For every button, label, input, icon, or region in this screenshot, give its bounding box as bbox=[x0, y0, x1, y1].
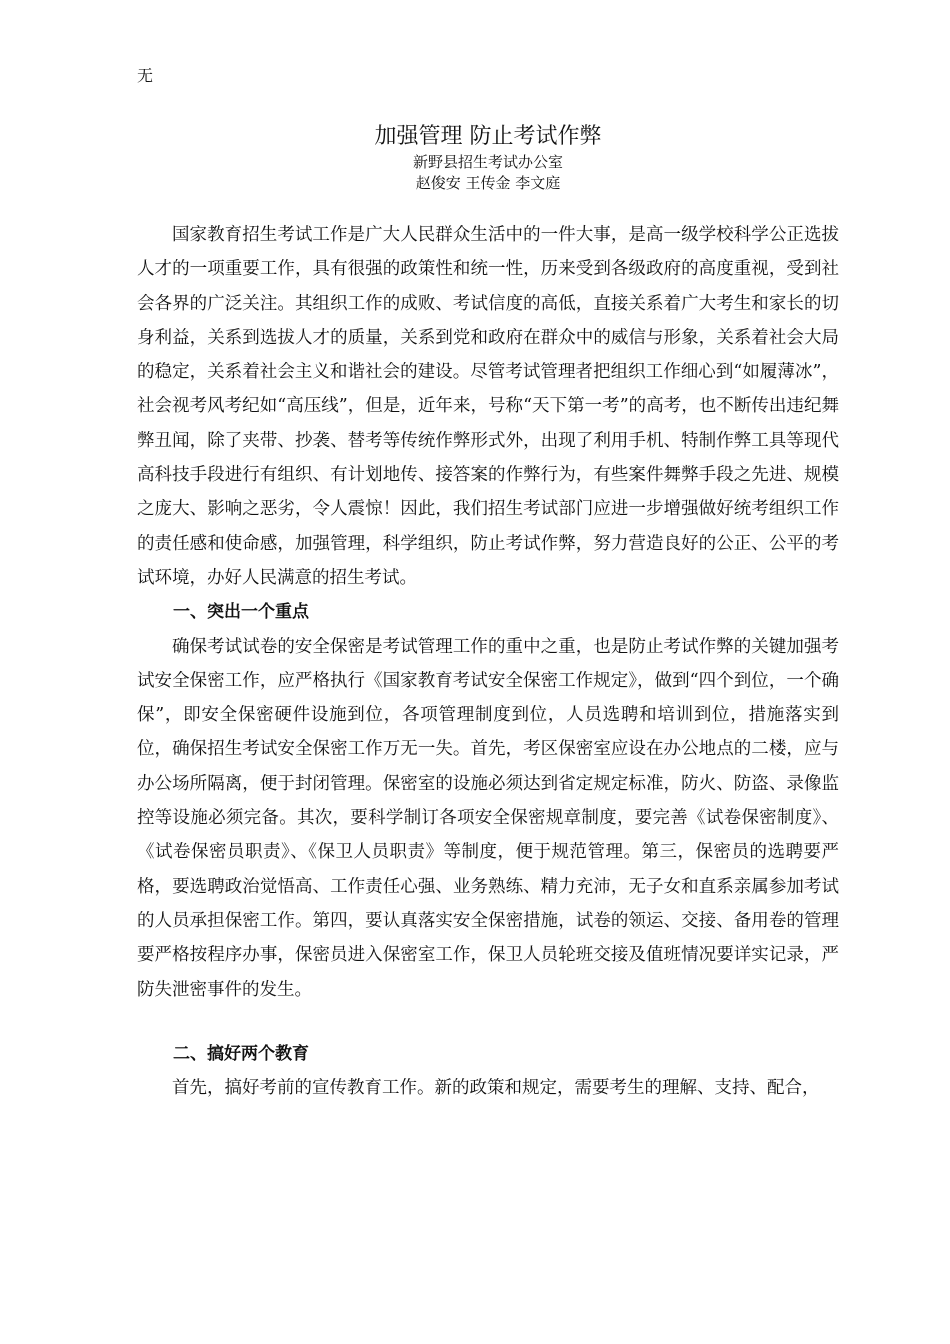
header-mark: 无 bbox=[137, 66, 154, 85]
section-heading-2: 二、搞好两个教育 bbox=[173, 1043, 309, 1064]
section-paragraph-1: 确保考试试卷的安全保密是考试管理工作的重中之重，也是防止考试作弊的关键加强考试安全保密工作，应严格执行《国家教育考试安全保密工作规定》，做到“四个到位，一个确保”，即安全保密硬件设施到位，各项管理制度到位，人员选聘和培训到位，措施落实到位，确保招生考试安全保密工作万无一失。首先，考区保密室应设在办公地点的二楼，应与办公场所隔离，便于封闭管理。保密室的设施必须达到省定规定标准，防火、防盗、录像监控等设施必须完备。其次，要科学制订各项安全保密规章制度，要完善《试卷保密制度》、《试卷保密员职责》、《保卫人员职责》等制度，便于规范管理。第三，保密员的选聘要严格，要选聘政治觉悟高、工作责任心强、业务熟练、精力充沛，无子女和直系亲属参加考试的人员承担保密工作。第四，要认真落实安全保密措施，试卷的领运、交接、备用卷的管理要严格按程序办事，保密员进入保密室工作，保卫人员轮班交接及值班情况要详实记录，严防失泄密事件的发生。 bbox=[137, 636, 839, 1000]
author-names: 赵俊安 王传金 李文庭 bbox=[415, 174, 561, 192]
section-paragraph-2: 首先，搞好考前的宣传教育工作。新的政策和规定，需要考生的理解、支持、配合， bbox=[172, 1078, 820, 1099]
section-spacer bbox=[137, 1007, 839, 1037]
intro-paragraph: 国家教育招生考试工作是广大人民群众生活中的一件大事，是高一级学校科学公正选拔人才的一项重要工作，具有很强的政策性和统一性，历来受到各级政府的高度重视，受到社会各界的广泛关注。其组织工作的成败、考试信度的高低，直接关系着广大考生和家长的切身利益，关系到选拔人才的质量，关系到党和政府在群众中的威信与形象，关系着社会大局的稳定，关系着社会主义和谐社会的建设。尽管考试管理者把组织工作细心到“如履薄冰”，社会视考风考纪如“高压线”，但是，近年来，号称“天下第一考”的高考，也不断传出违纪舞弊丑闻，除了夹带、抄袭、替考等传统作弊形式外，出现了利用手机、特制作弊工具等现代高科技手段进行有组织、有计划地传、接答案的作弊行为，有些案件舞弊手段之先进、规模之庞大、影响之恶劣，令人震惊！因此，我们招生考试部门应进一步增强做好统考组织工作的责任感和使命感，加强管理，科学组织，防止考试作弊，努力营造良好的公正、公平的考试环境，办好人民满意的招生考试。 bbox=[137, 225, 839, 588]
section-heading-1: 一、突出一个重点 bbox=[173, 602, 309, 623]
article-body bbox=[137, 218, 839, 1105]
organization-name: 新野县招生考试办公室 bbox=[412, 153, 563, 171]
title-block bbox=[0, 122, 950, 194]
article-title: 加强管理 防止考试作弊 bbox=[374, 124, 602, 149]
